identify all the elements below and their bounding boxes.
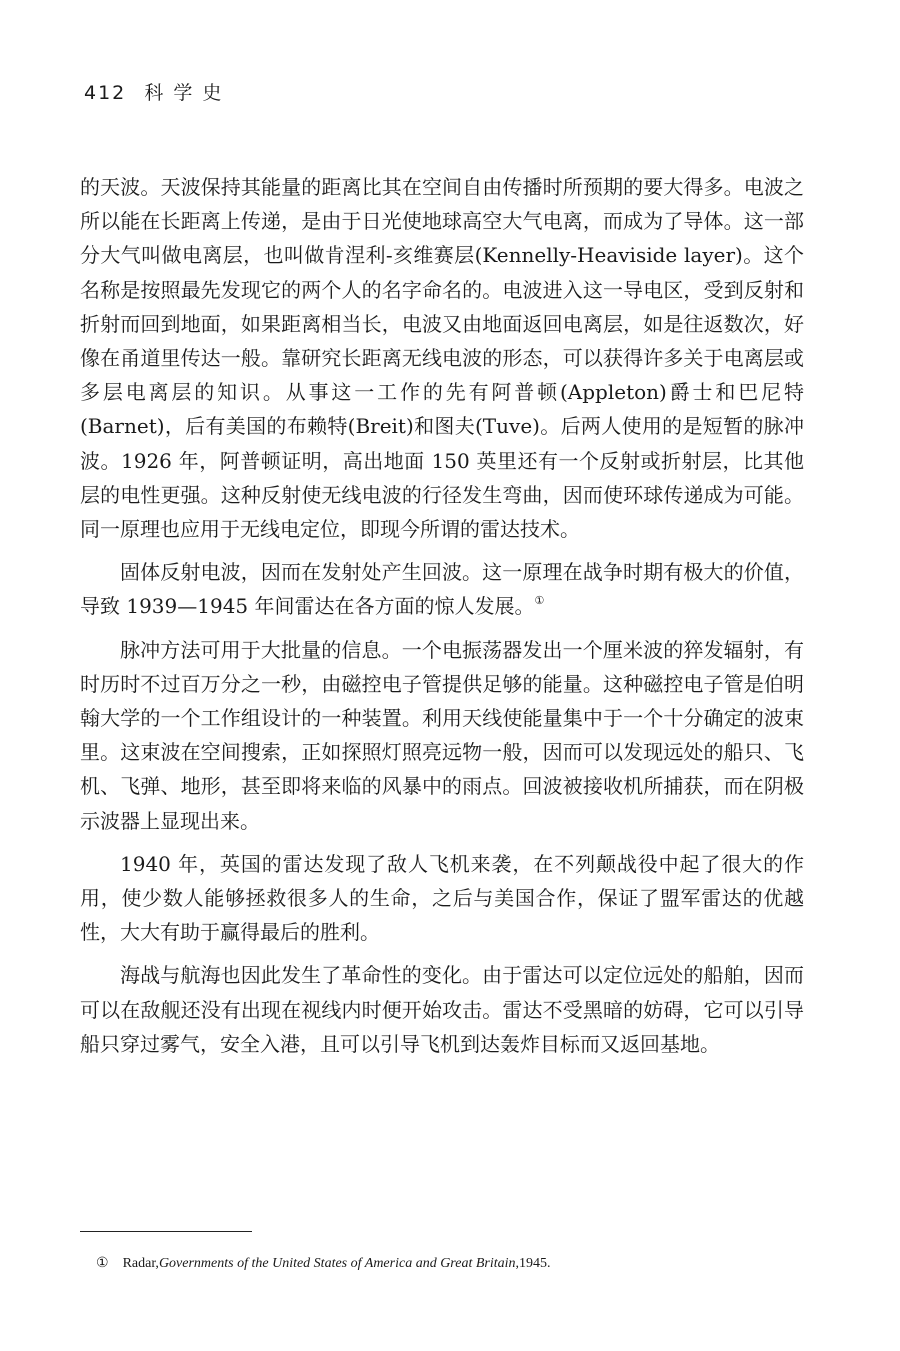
paragraph-echo-principle — [80, 555, 804, 623]
book-title: 科学史 — [144, 82, 232, 104]
footnote-divider — [80, 1231, 252, 1232]
paragraph-1940: 1940 年，英国的雷达发现了敌人飞机来袭，在不列颠战役中起了很大的作用，使少数人能够拯救很多人的生命，之后与美国合作，保证了盟军雷达的优越性，大大有助于赢得最后的胜利。 — [80, 851, 804, 945]
footnote — [96, 1255, 551, 1272]
paragraph-sky-wave: 的天波。天波保持其能量的距离比其在空间自由传播时所预期的要大得多。电波之所以能在长距离上传递，是由于日光使地球高空大气电离，而成为了导体。这一部分大气叫做电离层，也叫做肯涅利-亥维赛层(Kennelly-Heaviside layer)。这个名称是按照最先发现它的两个人的名字命名的。电波进入这一导电区，受到反射和折射而回到地面，如果距离相当长，电波又由地面返回电离层，如是往返数次，好像在甬道里传达一般。靠研究长距离无线电波的形态，可以获得许多关于电离层或多层电离层的知识。从事这一工作的先有阿普顿(Appleton)爵士和巴尼特(Barnet)，后有美国的布赖特(Breit)和图夫(Tuve)。后两人使用的是短暂的脉冲波。1926 年，阿普顿证明，高出地面 150 英里还有一个反射或折射层，比其他层的电性更强。这种反射使无线电波的行径发生弯曲，因而使环球传递成为可能。同一原理也应用于无线电定位，即现今所谓的雷达技术。 — [80, 175, 804, 542]
paragraph-naval-warfare: 海战与航海也因此发生了革命性的变化。由于雷达可以定位远处的船舶，因而可以在敌舰还没有出现在视线内时便开始攻击。雷达不受黑暗的妨碍，它可以引导船只穿过雾气，安全入港，且可以引导飞机到达轰炸目标而又返回基地。 — [80, 963, 804, 1056]
footnote-suffix: ,1945. — [515, 1256, 551, 1271]
footnote-reference: ① — [534, 594, 545, 608]
paragraph-pulse-method: 脉冲方法可用于大批量的信息。一个电振荡器发出一个厘米波的猝发辐射，有时历时不过百万分之一秒，由磁控电子管提供足够的能量。这种磁控电子管是伯明翰大学的一个工作组设计的一种装置。利用天线使能量集中于一个十分确定的波束里。这束波在空间搜索，正如探照灯照亮远物一般，因而可以发现远处的船只、飞机、飞弹、地形，甚至即将来临的风暴中的雨点。回波被接收机所捕获，而在阴极示波器上显现出来。 — [80, 637, 804, 833]
paragraph-echo-principle-text: 固体反射电波，因而在发射处产生回波。这一原理在战争时期有极大的价值，导致 1939—1945 年间雷达在各方面的惊人发展。 — [80, 560, 804, 619]
footnote-source-title: Governments of the United States of America and Great Britain — [158, 1256, 516, 1271]
running-head — [84, 78, 231, 105]
footnote-prefix: Radar, — [122, 1256, 159, 1271]
page-number: 412 — [84, 82, 127, 104]
footnote-mark: ① — [96, 1256, 109, 1271]
body-text — [80, 170, 804, 1070]
